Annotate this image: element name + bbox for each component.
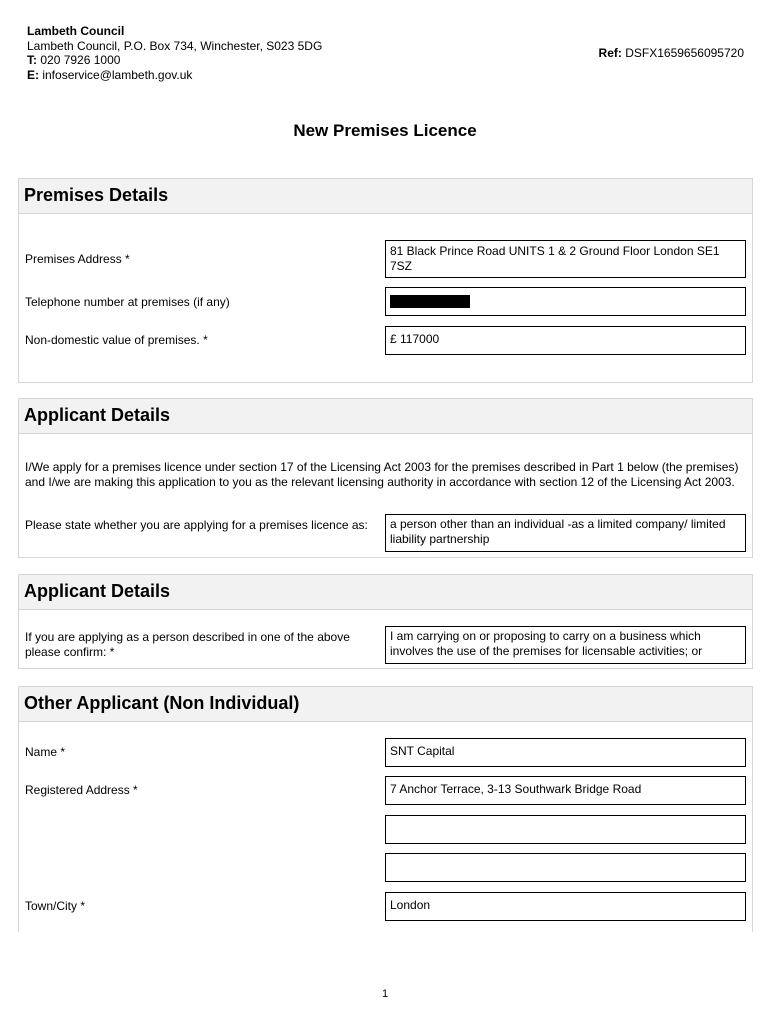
reference-number bbox=[599, 46, 744, 60]
premises-details-section bbox=[18, 178, 753, 383]
premises-phone-field[interactable] bbox=[385, 287, 746, 316]
applicant-confirm-section bbox=[18, 574, 753, 669]
org-email: infoservice@lambeth.gov.uk bbox=[42, 67, 193, 82]
section-heading: Premises Details bbox=[24, 185, 169, 205]
registered-address-line3-field[interactable] bbox=[385, 853, 746, 882]
other-applicant-section bbox=[18, 686, 753, 932]
phone-label: T: bbox=[27, 53, 37, 67]
premises-phone-label: Telephone number at premises (if any) bbox=[25, 295, 230, 309]
section-header bbox=[19, 687, 752, 722]
org-address: Lambeth Council, P.O. Box 734, Winchester, S023 5DG bbox=[27, 38, 323, 53]
confirm-field[interactable]: I am carrying on or proposing to carry on a business which involves the use of the premises for licensable activities; or bbox=[385, 626, 746, 664]
town-label: Town/City * bbox=[25, 899, 86, 913]
document-title: New Premises Licence bbox=[293, 121, 477, 140]
name-field[interactable]: SNT Capital bbox=[385, 738, 746, 767]
applying-as-label: Please state whether you are applying for a premises licence as: bbox=[25, 518, 368, 532]
section-heading: Applicant Details bbox=[24, 581, 171, 601]
applying-as-field[interactable]: a person other than an individual -as a limited company/ limited liability partnership bbox=[385, 514, 746, 552]
org-name: Lambeth Council bbox=[27, 24, 125, 38]
registered-address-field[interactable]: 7 Anchor Terrace, 3-13 Southwark Bridge Road bbox=[385, 776, 746, 805]
ref-value: DSFX1659656095720 bbox=[625, 46, 744, 60]
section-header bbox=[19, 399, 752, 434]
premises-address-label: Premises Address * bbox=[25, 252, 130, 266]
council-contact-block bbox=[27, 24, 322, 82]
premises-address-field[interactable]: 81 Black Prince Road UNITS 1 & 2 Ground Floor London SE1 7SZ bbox=[385, 240, 746, 278]
applicant-details-section bbox=[18, 398, 753, 558]
section-heading: Applicant Details bbox=[24, 405, 171, 425]
section-heading: Other Applicant (Non Individual) bbox=[24, 693, 300, 713]
email-label: E: bbox=[27, 67, 39, 82]
section-header bbox=[19, 179, 752, 214]
applicant-intro-text: I/We apply for a premises licence under section 17 of the Licensing Act 2003 for the premises described in Part 1 below (the premises) and I/we are making this application to you as the relevant licensing authority in accordance with section 12 of the Licensing Act 2003. bbox=[25, 460, 739, 489]
org-phone: 020 7926 1000 bbox=[40, 53, 121, 67]
ndv-label: Non-domestic value of premises. * bbox=[25, 333, 208, 347]
name-label: Name * bbox=[25, 745, 66, 759]
org-email-line bbox=[27, 68, 322, 83]
registered-address-label: Registered Address * bbox=[25, 783, 138, 797]
page-number: 1 bbox=[381, 988, 389, 1000]
ndv-field[interactable]: £ 117000 bbox=[385, 326, 746, 355]
town-field[interactable]: London bbox=[385, 892, 746, 921]
redaction-bar bbox=[390, 295, 470, 308]
org-phone-line bbox=[27, 53, 322, 68]
ref-label: Ref: bbox=[598, 46, 622, 60]
confirm-label: If you are applying as a person described in one of the above please confirm: * bbox=[25, 630, 350, 659]
section-header bbox=[19, 575, 752, 610]
registered-address-line2-field[interactable] bbox=[385, 815, 746, 844]
